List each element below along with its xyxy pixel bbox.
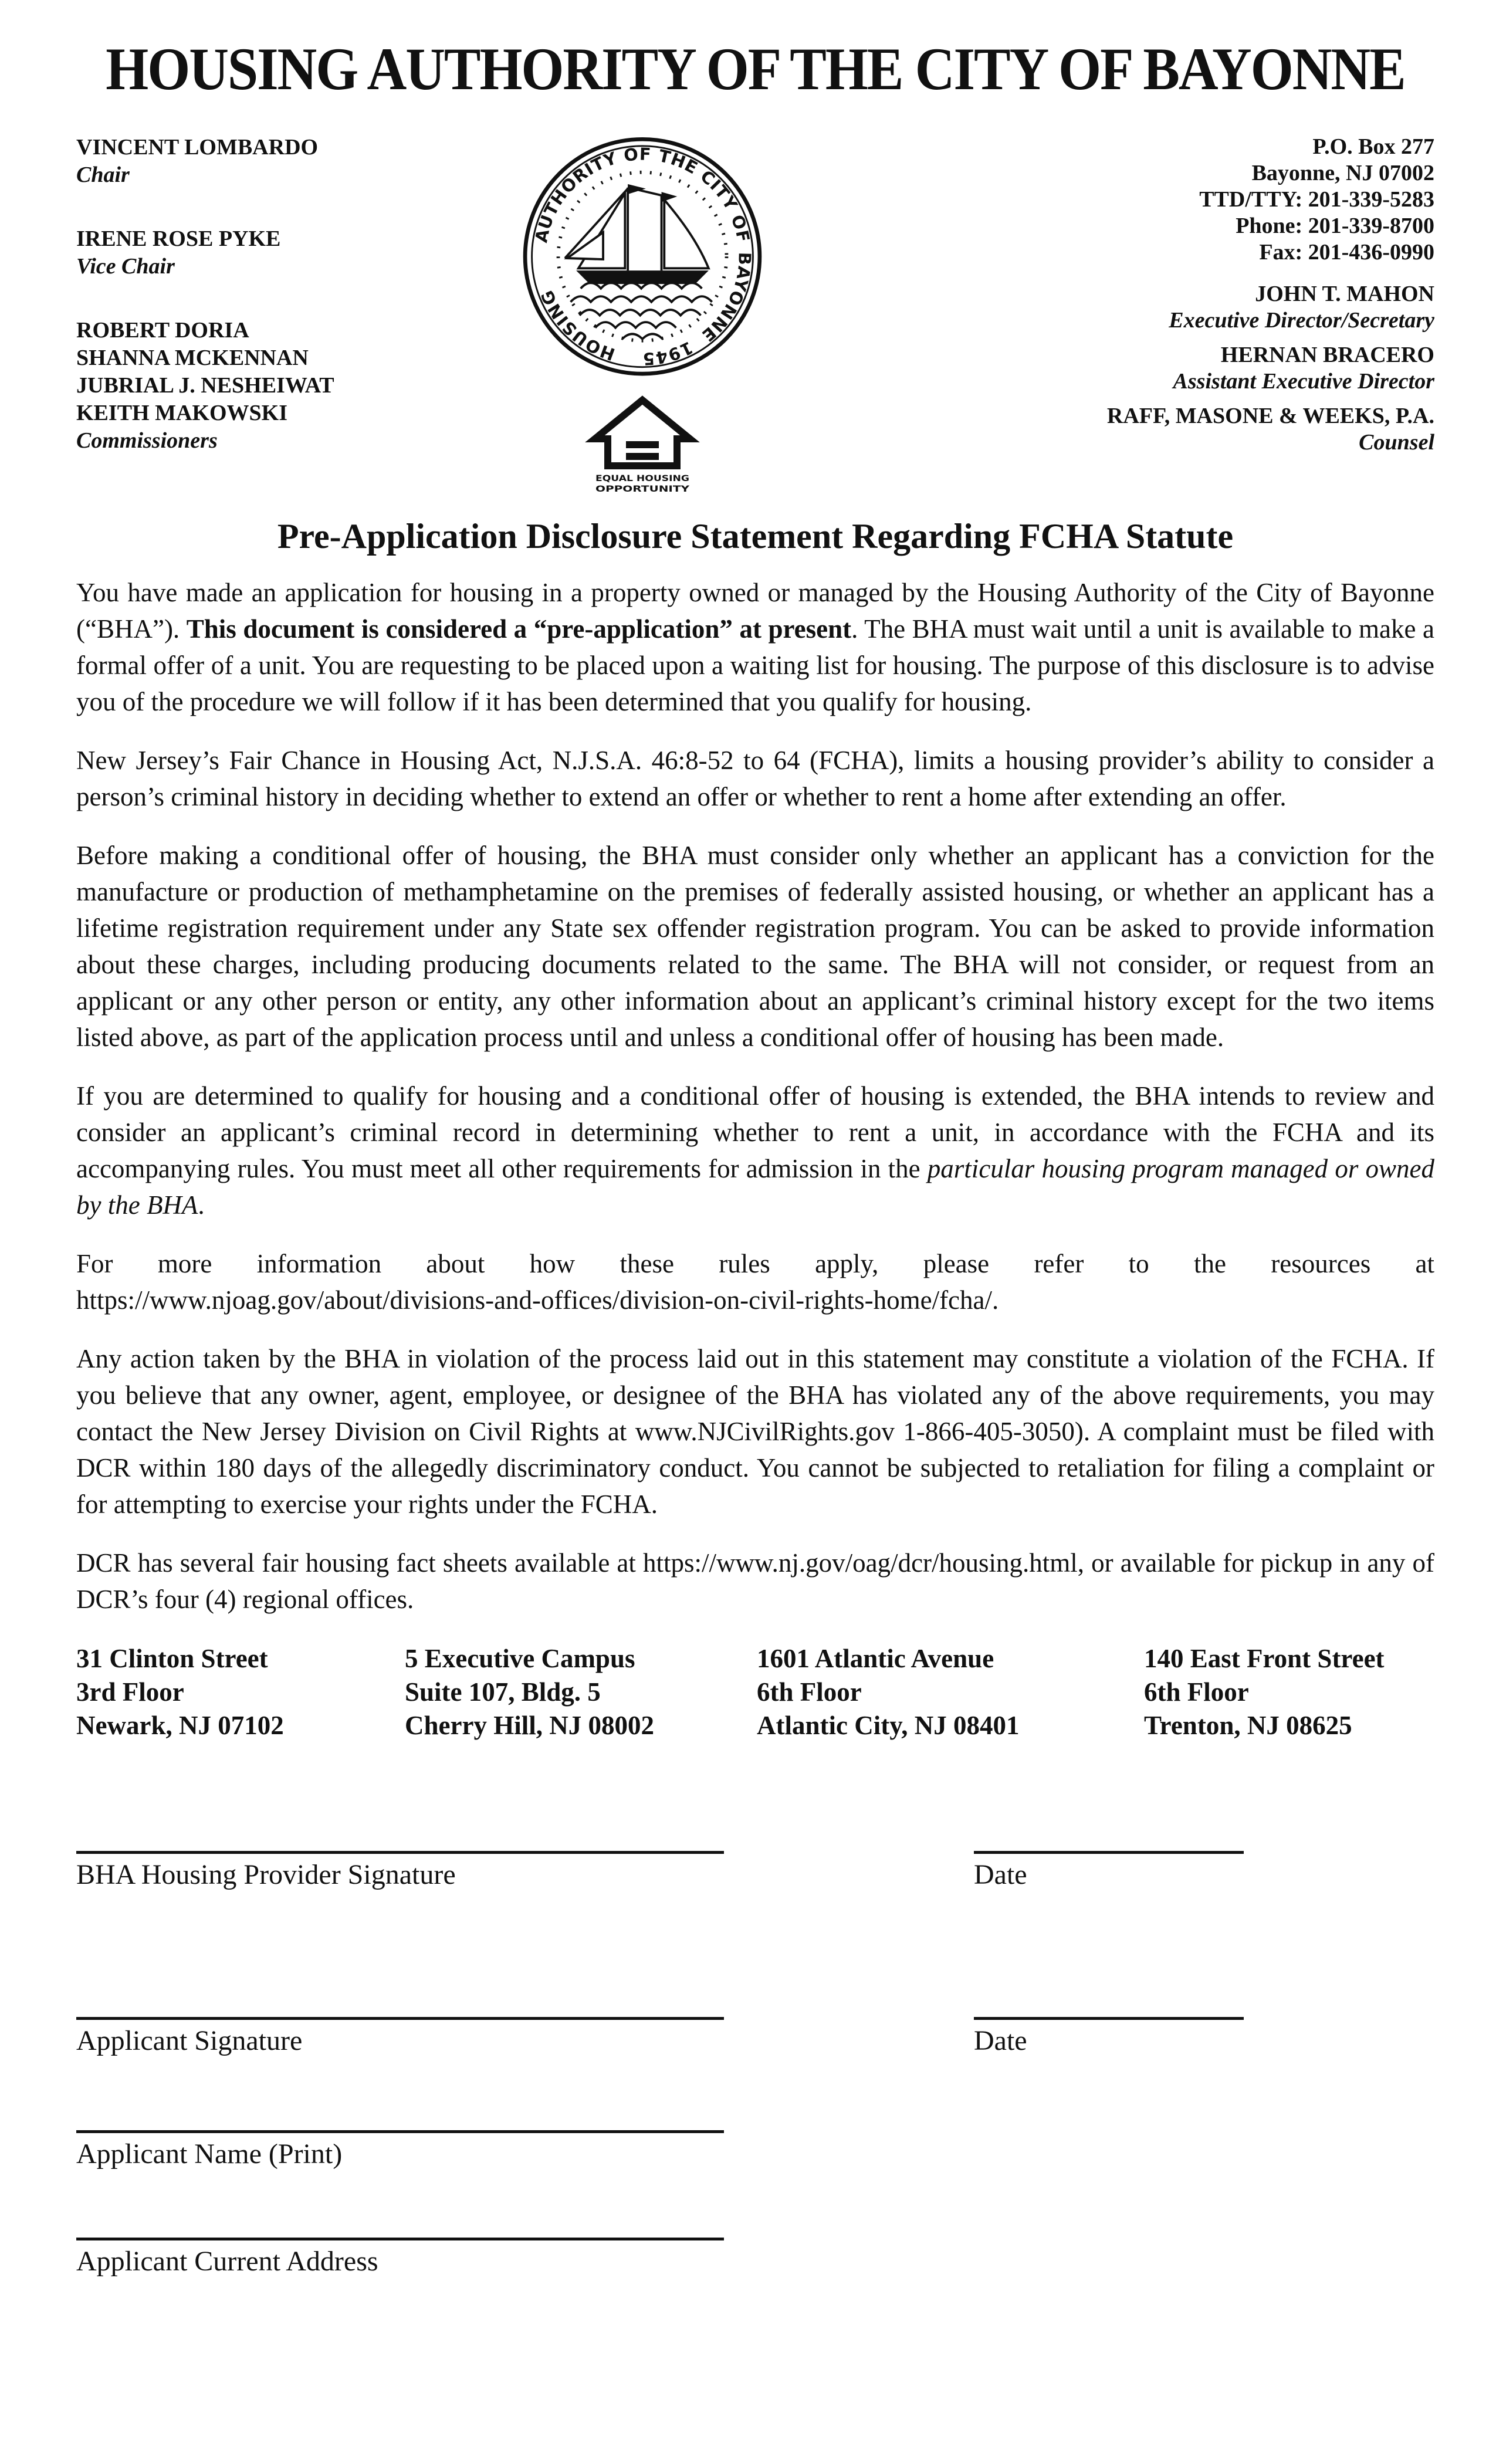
seal-arc-right-text: BAYONNE: [698, 252, 755, 346]
provider-signature-row: [76, 1851, 1434, 1893]
equal-housing-logo: [581, 394, 704, 494]
paragraph-4-pre: If you are determined to qualify for housing and a conditional offer of housing is extended, the BHA intends to review and consider an applicant’s criminal record in determining whether to rent a unit, in accordance with the FCHA and its accompanying rules. You must meet all other requirements for admission in the: [76, 1081, 1434, 1183]
provider-signature-label: BHA Housing Provider Signature: [76, 1859, 456, 1890]
applicant-date-label: Date: [974, 2025, 1027, 2056]
applicant-address-label: Applicant Current Address: [76, 2246, 378, 2277]
applicant-address-line: [76, 2238, 724, 2240]
paragraph-5-post: .: [992, 1285, 999, 1315]
office-line: 5 Executive Campus: [405, 1644, 635, 1673]
paragraph-5-pre: For more information about how these rules apply, please refer to the resources at: [76, 1249, 1434, 1278]
office-line: 6th Floor: [1144, 1677, 1249, 1707]
eho-text-line1: EQUAL HOUSING: [595, 474, 689, 483]
office-line: 6th Floor: [757, 1677, 862, 1707]
official-name: VINCENT LOMBARDO: [76, 135, 319, 160]
applicant-signature-line: [76, 2017, 724, 2020]
paragraph-5: [76, 1245, 1434, 1318]
applicant-signature-label: Applicant Signature: [76, 2025, 303, 2056]
staff-title: Counsel: [1359, 430, 1434, 455]
office-line: Newark, NJ 07102: [76, 1711, 284, 1740]
paragraph-7: DCR has several fair housing fact sheets available at https://www.nj.gov/oag/dcr/housing.html, or available for pickup in any of DCR’s four (4) regional offices.: [76, 1548, 1434, 1614]
paragraph-4-post: .: [198, 1190, 205, 1220]
staff-name: HERNAN BRACERO: [1220, 343, 1434, 367]
contact-ttd: TTD/TTY: 201-339-5283: [1199, 187, 1434, 212]
paragraph-6: Any action taken by the BHA in violation of the process laid out in this statement may constitute a violation of the FCHA. If you believe that any owner, agent, employee, or designee of the BHA has violated any of the above requirements, you may contact the New Jersey Division on Civil Rights at www.NJCivilRights.gov 1-866-405-3050). A complaint must be filed with DCR within 180 days of the allegedly discriminatory conduct. You cannot be subjected to retaliation for filing a complaint or for attempting to exercise your rights under the FCHA.: [76, 1344, 1434, 1519]
paragraph-4-italic: particular housing program managed or owned by the BHA: [76, 1154, 1435, 1220]
paragraph-1-pre: You have made an application for housing in a property owned or managed by the Housing Authority of the City of Bayonne (“BHA”).: [76, 578, 1434, 644]
org-title: HOUSING AUTHORITY OF THE CITY OF BAYONNE: [106, 35, 1405, 103]
office-line: 3rd Floor: [76, 1677, 184, 1707]
staff-name: RAFF, MASONE & WEEKS, P.A.: [1106, 404, 1434, 428]
paragraph-2: New Jersey’s Fair Chance in Housing Act, N.J.S.A. 46:8-52 to 64 (FCHA), limits a housing provider’s ability to consider a person’s criminal history in deciding whether to extend an offer or whether to rent a home after extending an offer.: [76, 746, 1434, 811]
office-line: 31 Clinton Street: [76, 1644, 268, 1673]
staff-name: JOHN T. MAHON: [1255, 282, 1434, 306]
applicant-address-row: [76, 2238, 1434, 2279]
office-line: Trenton, NJ 08625: [1144, 1711, 1352, 1740]
staff-block: [780, 281, 1434, 456]
commissioners-group: [76, 317, 505, 455]
office-line: Cherry Hill, NJ 08002: [405, 1711, 654, 1740]
commissioner-name: JUBRIAL J. NESHEIWAT: [76, 373, 334, 398]
office-line: 140 East Front Street: [1144, 1644, 1385, 1673]
contact-city: Bayonne, NJ 07002: [1251, 161, 1434, 185]
staff-title: Executive Director/Secretary: [1169, 308, 1434, 333]
seal-arc-left-text: HOUSING: [536, 287, 618, 365]
paragraph-1-post: . The BHA must wait until a unit is available to make a formal offer of a unit. You are requesting to be placed upon a waiting list for housing. The purpose of this disclosure is to advise you of the procedure we will follow if it has been determined that you qualify for housing.: [76, 614, 1435, 716]
dcr-offices-row: [76, 1642, 1434, 1742]
applicant-date-line: [974, 2017, 1244, 2020]
paragraph-4: [76, 1078, 1434, 1223]
staff-title: Assistant Executive Director: [1173, 369, 1434, 394]
contact-phone: Phone: 201-339-8700: [1236, 214, 1434, 238]
seal-year-text: 1945: [642, 337, 696, 370]
seal-arc-top-text: AUTHORITY OF THE CITY OF: [531, 144, 754, 245]
official-title: Vice Chair: [76, 254, 175, 279]
office-trenton: [1144, 1642, 1434, 1742]
ship-icon: [565, 184, 712, 339]
contact-po-box: P.O. Box 277: [1312, 134, 1434, 159]
commissioners-title: Commissioners: [76, 428, 218, 453]
officials-column: [76, 130, 505, 494]
official-group: [76, 225, 505, 280]
eho-text-line2: OPPORTUNITY: [595, 485, 691, 494]
provider-date-label: Date: [974, 1859, 1027, 1890]
doc-title: Pre-Application Disclosure Statement Regarding FCHA Statute: [277, 517, 1234, 556]
commissioner-name: SHANNA MCKENNAN: [76, 346, 309, 370]
svg-text:AUTHORITY OF THE CITY OF: [531, 144, 754, 244]
authority-seal-icon: [513, 130, 771, 388]
seal-column: [505, 130, 780, 494]
paragraph-1: [76, 574, 1434, 720]
paragraph-3: Before making a conditional offer of housing, the BHA must consider only whether an applicant has a conviction for the manufacture or production of methamphetamine on the premises of federally assisted housing, or whether an applicant has a lifetime registration requirement under any State sex offender registration program. You can be asked to provide information about these charges, including producing documents related to the same. The BHA will not consider, or request from an applicant or any other person or entity, any other information about an applicant’s criminal history except for the two items listed above, as part of the application process until and unless a conditional offer of housing has been made.: [76, 841, 1434, 1052]
letterhead: [76, 130, 1434, 494]
applicant-name-line: [76, 2130, 724, 2133]
office-cherry-hill: [405, 1642, 757, 1742]
provider-signature-line: [76, 1851, 724, 1854]
office-line: 1601 Atlantic Avenue: [757, 1644, 994, 1673]
paragraph-1-bold: This document is considered a “pre-application” at present: [186, 614, 852, 644]
applicant-name-row: [76, 2130, 1434, 2172]
office-newark: [76, 1642, 405, 1742]
official-group: [76, 134, 505, 189]
contact-fax: Fax: 201-436-0990: [1259, 240, 1434, 265]
applicant-name-label: Applicant Name (Print): [76, 2138, 343, 2169]
office-line: Atlantic City, NJ 08401: [757, 1711, 1020, 1740]
office-atlantic-city: [757, 1642, 1144, 1742]
contact-column: [780, 130, 1434, 494]
applicant-signature-row: [76, 2017, 1434, 2059]
commissioner-name: KEITH MAKOWSKI: [76, 401, 287, 425]
fcha-url-text: https://www.njoag.gov/about/divisions-and-offices/division-on-civil-rights-home/fcha/: [76, 1285, 993, 1315]
provider-date-line: [974, 1851, 1244, 1854]
official-name: IRENE ROSE PYKE: [76, 226, 281, 251]
signature-section: [76, 1851, 1434, 2279]
commissioner-name: ROBERT DORIA: [76, 318, 249, 343]
official-title: Chair: [76, 163, 130, 187]
office-line: Suite 107, Bldg. 5: [405, 1677, 601, 1707]
